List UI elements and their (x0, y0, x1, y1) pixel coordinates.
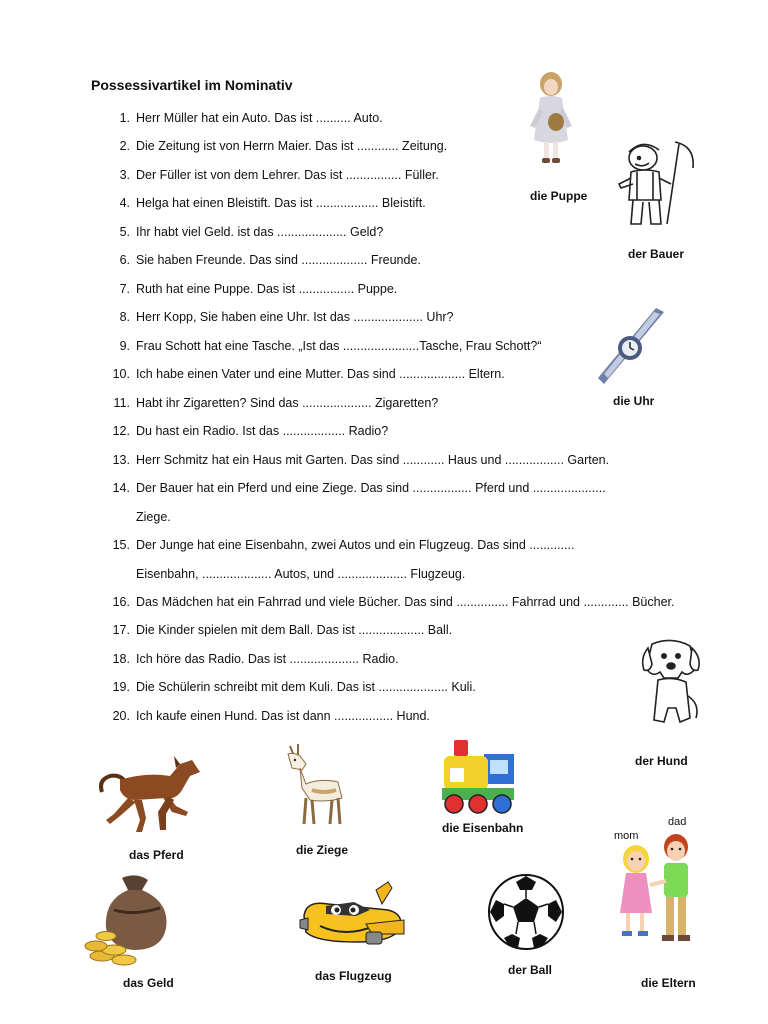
goat-picture (284, 744, 346, 828)
caption-parents: die Eltern (641, 976, 696, 990)
caption-dog: der Hund (635, 754, 688, 768)
caption-doll: die Puppe (530, 189, 588, 203)
airplane-picture (296, 880, 410, 960)
soccer-ball-picture (486, 872, 566, 952)
mom-tag: mom (614, 830, 639, 842)
toy-train-picture (440, 738, 516, 816)
money-bag-picture (84, 870, 184, 968)
caption-horse: das Pferd (129, 848, 184, 862)
doll-picture (526, 70, 576, 166)
caption-goat: die Ziege (296, 843, 349, 857)
dog-picture (638, 638, 706, 730)
caption-watch: die Uhr (613, 394, 655, 408)
horse-picture (96, 756, 204, 836)
dad-tag: dad (668, 816, 687, 828)
caption-money: das Geld (123, 976, 174, 990)
caption-farmer: der Bauer (628, 247, 685, 261)
caption-airplane: das Flugzeug (315, 969, 392, 983)
parents-picture (610, 813, 700, 947)
farmer-picture (615, 138, 699, 234)
caption-toy-train: die Eisenbahn (442, 821, 524, 835)
watch-picture (594, 308, 668, 388)
caption-ball: der Ball (508, 963, 553, 977)
worksheet-title: Possessivartikel im Nominativ (91, 77, 293, 93)
